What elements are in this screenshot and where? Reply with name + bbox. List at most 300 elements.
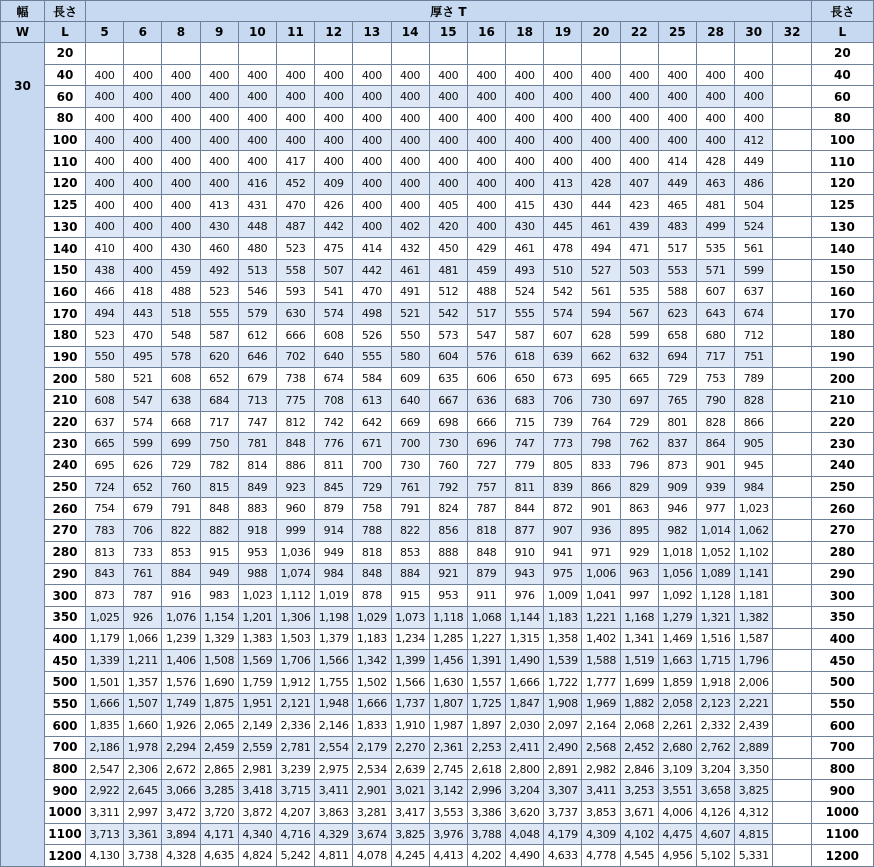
table-row [1,802,874,824]
value-cell: 4,475 [658,823,696,845]
value-cell: 461 [582,216,620,238]
value-cell: 818 [467,520,505,542]
value-cell: 400 [506,173,544,195]
value-cell: 1,239 [162,628,200,650]
value-cell: 450 [429,238,467,260]
value-cell: 2,332 [697,715,735,737]
value-cell: 609 [391,368,429,390]
value-cell: 400 [467,216,505,238]
value-cell: 400 [238,64,276,86]
value-cell: 535 [620,281,658,303]
value-cell: 5,242 [276,845,314,867]
value-cell: 637 [735,281,773,303]
value-cell: 638 [162,390,200,412]
value-cell: 1,092 [658,585,696,607]
value-cell [506,43,544,65]
table-row [1,411,874,433]
value-cell: 1,948 [315,693,353,715]
value-cell: 949 [200,563,238,585]
right-length-label-cell: 110 [811,151,873,173]
value-cell: 2,982 [582,758,620,780]
value-cell: 535 [697,238,735,260]
table-row [1,541,874,563]
value-cell: 712 [735,324,773,346]
length-label-cell: 20 [45,43,86,65]
value-cell: 574 [544,303,582,325]
value-cell: 1,118 [429,606,467,628]
value-cell: 909 [658,476,696,498]
value-cell [582,43,620,65]
value-cell: 815 [200,476,238,498]
thickness-col-header: 12 [315,22,353,43]
value-cell: 791 [391,498,429,520]
value-cell [86,43,124,65]
value-cell: 4,309 [582,823,620,845]
value-cell: 4,006 [658,802,696,824]
value-cell: 445 [544,216,582,238]
value-cell: 679 [124,498,162,520]
value-cell: 1,089 [697,563,735,585]
value-cell: 949 [315,541,353,563]
value-cell: 481 [697,194,735,216]
value-cell: 400 [582,64,620,86]
value-cell: 1,009 [544,585,582,607]
value-cell: 400 [582,86,620,108]
value-cell: 724 [86,476,124,498]
value-cell: 400 [735,86,773,108]
value-cell: 914 [315,520,353,542]
value-cell: 623 [658,303,696,325]
value-cell: 946 [658,498,696,520]
value-cell: 837 [658,433,696,455]
value-cell: 907 [544,520,582,542]
value-cell: 1,341 [620,628,658,650]
value-cell: 400 [467,64,505,86]
value-cell: 901 [697,455,735,477]
value-cell: 4,179 [544,823,582,845]
width-value-cell: 30 [1,43,45,867]
value-cell: 400 [620,129,658,151]
thickness-col-header: 6 [124,22,162,43]
value-cell: 542 [429,303,467,325]
value-cell: 400 [86,151,124,173]
value-cell: 3,311 [86,802,124,824]
value-cell: 626 [124,455,162,477]
value-cell: 620 [200,346,238,368]
table-row [1,43,874,65]
value-cell: 400 [353,108,391,130]
value-cell: 811 [506,476,544,498]
value-cell: 507 [315,259,353,281]
value-cell: 400 [276,86,314,108]
value-cell: 1,041 [582,585,620,607]
value-cell: 652 [124,476,162,498]
value-cell: 400 [238,129,276,151]
value-cell: 449 [658,173,696,195]
value-cell: 976 [506,585,544,607]
value-cell: 442 [353,259,391,281]
value-cell: 1,501 [86,671,124,693]
value-cell: 910 [506,541,544,563]
value-cell: 3,142 [429,780,467,802]
right-length-label-cell: 125 [811,194,873,216]
value-cell: 666 [467,411,505,433]
value-cell: 578 [162,346,200,368]
value-cell: 400 [506,108,544,130]
value-cell: 2,121 [276,693,314,715]
table-row [1,346,874,368]
value-cell: 488 [467,281,505,303]
value-cell: 764 [582,411,620,433]
value-cell: 2,889 [735,737,773,759]
value-cell: 1,068 [467,606,505,628]
value-cell: 400 [544,108,582,130]
value-cell: 504 [735,194,773,216]
value-cell: 4,329 [315,823,353,845]
table-row [1,455,874,477]
table-row [1,86,874,108]
value-cell: 727 [467,455,505,477]
value-cell: 400 [658,64,696,86]
value-cell: 576 [467,346,505,368]
table-row [1,606,874,628]
table-row [1,737,874,759]
value-cell: 3,066 [162,780,200,802]
value-cell: 491 [391,281,429,303]
length-label-cell: 1100 [45,823,86,845]
table-row [1,520,874,542]
value-cell: 873 [658,455,696,477]
value-cell: 866 [582,476,620,498]
value-cell: 788 [353,520,391,542]
right-length-label-cell: 260 [811,498,873,520]
value-cell: 400 [162,216,200,238]
right-length-label-cell: 180 [811,324,873,346]
value-cell: 1,737 [391,693,429,715]
value-cell: 567 [620,303,658,325]
right-length-label-cell: 550 [811,693,873,715]
value-cell: 3,204 [697,758,735,780]
value-cell: 729 [162,455,200,477]
value-cell: 652 [200,368,238,390]
value-cell: 750 [200,433,238,455]
value-cell: 730 [391,455,429,477]
value-cell: 754 [86,498,124,520]
length-label-cell: 230 [45,433,86,455]
value-cell [124,43,162,65]
table-row [1,281,874,303]
value-cell: 916 [162,585,200,607]
value-cell: 984 [735,476,773,498]
value-cell: 2,981 [238,758,276,780]
value-cell: 418 [124,281,162,303]
value-cell: 400 [238,86,276,108]
value-cell: 943 [506,563,544,585]
value-cell: 2,186 [86,737,124,759]
right-length-label-cell: 1000 [811,802,873,824]
value-cell: 517 [467,303,505,325]
value-cell: 1,025 [86,606,124,628]
value-cell: 1,725 [467,693,505,715]
value-cell: 983 [200,585,238,607]
value-cell: 439 [620,216,658,238]
value-cell: 400 [124,194,162,216]
value-cell: 521 [124,368,162,390]
value-cell: 400 [735,64,773,86]
value-cell: 669 [391,411,429,433]
value-cell: 1,402 [582,628,620,650]
table-row [1,303,874,325]
value-cell: 431 [238,194,276,216]
value-cell: 430 [162,238,200,260]
value-cell: 4,956 [658,845,696,867]
value-cell: 430 [200,216,238,238]
value-cell: 3,551 [658,780,696,802]
value-cell: 650 [506,368,544,390]
value-cell: 4,824 [238,845,276,867]
value-cell: 708 [315,390,353,412]
value-cell: 2,179 [353,737,391,759]
value-cell: 400 [429,64,467,86]
value-cell: 420 [429,216,467,238]
value-cell: 758 [353,498,391,520]
value-cell: 3,253 [620,780,658,802]
value-cell: 751 [735,346,773,368]
value-cell: 787 [467,498,505,520]
value-cell: 696 [467,433,505,455]
value-cell: 698 [429,411,467,433]
value-cell: 584 [353,368,391,390]
value-cell: 1,588 [582,650,620,672]
value-cell: 921 [429,563,467,585]
value-cell: 3,418 [238,780,276,802]
value-cell: 792 [429,476,467,498]
value-cell: 2,846 [620,758,658,780]
value-cell: 674 [735,303,773,325]
value-cell: 1,379 [315,628,353,650]
table-row [1,433,874,455]
value-cell: 3,411 [582,780,620,802]
value-cell: 400 [353,129,391,151]
value-cell: 4,490 [506,845,544,867]
value-cell: 658 [658,324,696,346]
value-cell: 839 [544,476,582,498]
value-cell: 706 [544,390,582,412]
value-cell: 1,516 [697,628,735,650]
value-cell: 1,456 [429,650,467,672]
value-cell [773,368,811,390]
value-cell: 879 [467,563,505,585]
value-cell [773,563,811,585]
value-cell: 811 [315,455,353,477]
value-cell: 1,102 [735,541,773,563]
value-cell: 400 [582,108,620,130]
value-cell: 487 [276,216,314,238]
value-cell: 3,620 [506,802,544,824]
value-cell: 1,908 [544,693,582,715]
value-cell: 607 [544,324,582,346]
value-cell: 905 [735,433,773,455]
value-cell: 3,825 [735,780,773,802]
value-cell: 400 [467,151,505,173]
value-cell: 410 [86,238,124,260]
value-cell: 3,239 [276,758,314,780]
thickness-col-header: 25 [658,22,696,43]
value-cell: 1,706 [276,650,314,672]
value-cell: 1,715 [697,650,735,672]
value-cell: 3,863 [315,802,353,824]
table-row [1,780,874,802]
value-cell: 636 [467,390,505,412]
value-cell: 1,910 [391,715,429,737]
value-cell: 729 [620,411,658,433]
value-cell: 3,737 [544,802,582,824]
value-cell: 695 [582,368,620,390]
value-cell: 2,336 [276,715,314,737]
value-cell: 666 [276,324,314,346]
thickness-col-header: 22 [620,22,658,43]
value-cell: 843 [86,563,124,585]
value-cell: 2,068 [620,715,658,737]
value-cell: 402 [391,216,429,238]
value-cell: 400 [620,151,658,173]
value-cell: 3,872 [238,802,276,824]
value-cell: 1,144 [506,606,544,628]
value-cell [773,520,811,542]
value-cell: 400 [582,129,620,151]
thickness-col-header: 20 [582,22,620,43]
value-cell: 717 [697,346,735,368]
value-cell: 1,490 [506,650,544,672]
value-cell: 415 [506,194,544,216]
value-cell: 400 [162,129,200,151]
value-cell: 3,553 [429,802,467,824]
value-cell: 432 [391,238,429,260]
value-cell: 606 [467,368,505,390]
value-cell: 3,713 [86,823,124,845]
value-cell: 413 [200,194,238,216]
right-length-label-cell: 150 [811,259,873,281]
value-cell: 400 [506,64,544,86]
value-cell: 848 [200,498,238,520]
value-cell: 483 [658,216,696,238]
value-cell: 1,833 [353,715,391,737]
value-cell: 1,882 [620,693,658,715]
value-cell: 400 [506,151,544,173]
value-cell [429,43,467,65]
value-cell: 400 [353,216,391,238]
value-cell: 414 [658,151,696,173]
right-length-label-cell: 130 [811,216,873,238]
right-length-label-cell: 350 [811,606,873,628]
value-cell [773,346,811,368]
value-cell: 635 [429,368,467,390]
value-cell: 548 [162,324,200,346]
value-cell: 911 [467,585,505,607]
value-cell: 878 [353,585,391,607]
value-cell: 400 [276,64,314,86]
right-length-label-cell: 1100 [811,823,873,845]
value-cell: 760 [162,476,200,498]
value-cell: 971 [582,541,620,563]
right-length-label-cell: 600 [811,715,873,737]
thickness-col-header: 30 [735,22,773,43]
value-cell: 1,279 [658,606,696,628]
value-cell: 814 [238,455,276,477]
value-cell: 488 [162,281,200,303]
value-cell: 400 [124,86,162,108]
length-label-cell: 150 [45,259,86,281]
value-cell: 400 [353,151,391,173]
value-cell: 679 [238,368,276,390]
length-unit-header: L [45,22,86,43]
value-cell: 1,663 [658,650,696,672]
value-cell: 523 [276,238,314,260]
value-cell: 1,507 [124,693,162,715]
value-cell: 594 [582,303,620,325]
right-length-label-cell: 250 [811,476,873,498]
length-label-cell: 600 [45,715,86,737]
table-row [1,238,874,260]
value-cell: 400 [391,108,429,130]
value-cell: 493 [506,259,544,281]
value-cell: 550 [391,324,429,346]
right-length-label-cell: 800 [811,758,873,780]
value-cell: 853 [391,541,429,563]
value-cell: 1,503 [276,628,314,650]
value-cell: 3,658 [697,780,735,802]
value-cell: 4,340 [238,823,276,845]
length-label-cell: 220 [45,411,86,433]
value-cell: 3,671 [620,802,658,824]
value-cell: 2,439 [735,715,773,737]
value-cell: 702 [276,346,314,368]
value-cell: 3,307 [544,780,582,802]
value-cell: 4,413 [429,845,467,867]
value-cell: 1,508 [200,650,238,672]
value-cell: 558 [276,259,314,281]
value-cell: 4,545 [620,845,658,867]
value-cell: 407 [620,173,658,195]
right-length-label-cell: 300 [811,585,873,607]
value-cell: 542 [544,281,582,303]
value-cell: 2,270 [391,737,429,759]
value-cell: 984 [315,563,353,585]
length-label-cell: 1000 [45,802,86,824]
length-label-cell: 250 [45,476,86,498]
value-cell: 3,715 [276,780,314,802]
value-cell: 1,023 [238,585,276,607]
thickness-col-header: 8 [162,22,200,43]
value-cell: 400 [315,108,353,130]
value-cell: 599 [620,324,658,346]
value-cell: 574 [124,411,162,433]
value-cell: 1,342 [353,650,391,672]
value-cell: 779 [506,455,544,477]
length-label-cell: 110 [45,151,86,173]
right-length-label-cell: 140 [811,238,873,260]
value-cell: 1,183 [353,628,391,650]
right-length-label-cell: 500 [811,671,873,693]
value-cell: 405 [429,194,467,216]
right-length-label-cell: 40 [811,64,873,86]
right-length-label-cell: 280 [811,541,873,563]
value-cell: 400 [276,108,314,130]
value-cell: 555 [353,346,391,368]
value-cell [773,845,811,867]
value-cell: 599 [735,259,773,281]
value-cell: 782 [200,455,238,477]
